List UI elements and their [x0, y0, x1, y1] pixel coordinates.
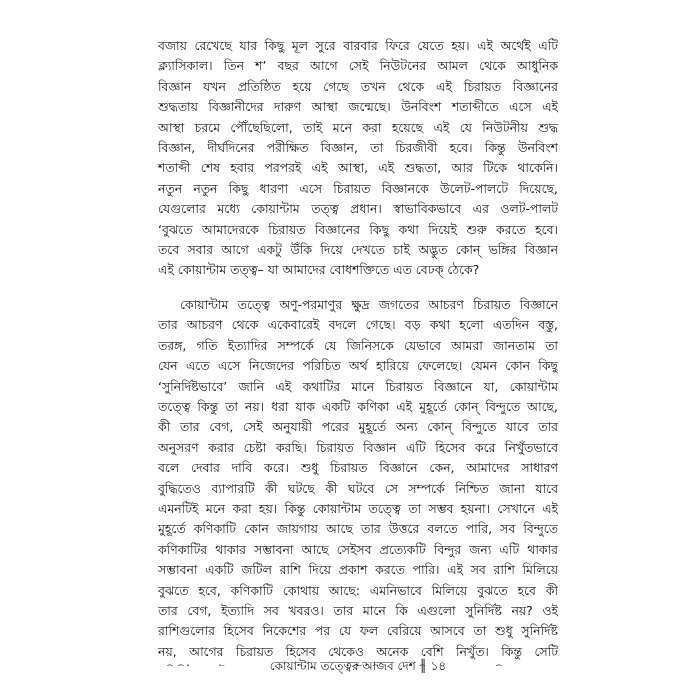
- text-line: কণিকাটির থাকার সম্ভাবনা আছে সেইসব প্রত্যেকটি বিন্দুর জন্য এটি থাকার: [158, 541, 558, 557]
- text-line: যেন এতে এসে নিজেদের পরিচিত অর্থ হারিয়ে ফেলেছে। যেমন কোন কিছু: [158, 358, 558, 374]
- text-line: এমনটিই মনে করা হয়। কিন্তু কোয়ান্টাম তত্ত্বে তা সম্ভব হয়না। সেখানে এই: [158, 500, 558, 516]
- text-line: বজায় রেখেছে যার কিছু মূল সুরে বারবার ফিরে যেতে হয়। এই অর্থেই এটি: [158, 38, 558, 53]
- paragraph-gap: [158, 281, 558, 295]
- text-line: তার বেগ, ইত্যাদি সব খবরও। তার মানে কি এগুলো সুনির্দিষ্ট নয়? ওই: [158, 602, 558, 618]
- text-line: আস্থা চরমে পৌঁছেছিলো, তাই মনে করা হয়েছে এই যে নিউটনীয় শুদ্ধ: [158, 119, 558, 135]
- text-line: তত্ত্বে কিন্তু তা নয়। ধরা যাক একটি কণিকা এই মুহূর্তে কোন্ বিন্দুতে আছে,: [158, 398, 558, 414]
- text-line: শুদ্ধতায় বিজ্ঞানীদের দারুণ আস্থা জন্মেছে। উনবিংশ শতাব্দীতে এসে এই: [158, 99, 558, 115]
- text-line: বিজ্ঞান যখন প্রতিষ্ঠিত হয়ে গেছে তখন থেকে এই চিরায়ত বিজ্ঞানের: [158, 78, 558, 94]
- text-line: শতাব্দী শেষ হবার পরপরই এই আস্থা, এই শুদ্ধতা, আর টিকে থাকেনি।: [158, 160, 558, 176]
- text-line: যেগুলোর মধ্যে কোয়ান্টাম তত্ত্ব প্রধান। স্বাভাবিকভাবে এর ওলট-পালট: [158, 201, 558, 217]
- text-line: বিজ্ঞান, দীর্ঘদিনের পরীক্ষিত বিজ্ঞান, তা চিরজীবী হবে। কিন্তু উনবিংশ: [158, 140, 558, 156]
- text-line: ‘সুনির্দিষ্টভাবে’ জানি এই কথাটির মানে চিরায়ত বিজ্ঞানে যা, কোয়ান্টাম: [158, 378, 558, 394]
- page-footer: কোয়ান্টাম তত্ত্বের আজব দেশ ║ ১৪: [269, 659, 447, 673]
- text-line: বুঝতে হবে, কণিকাটি কোথায় আছে: এমনিভাবে মিলিয়ে বুঝতে হবে কী: [158, 582, 558, 598]
- text-line: সম্ভাবনা একটি জটিল রাশি দিয়ে প্রকাশ করতে পারি। এই সব রাশি মিলিয়ে: [158, 562, 558, 578]
- text-line: তবে সবার আগে একটু উঁকি দিয়ে দেখতে চাই অদ্ভুত কোন্ ভঙ্গির বিজ্ঞান: [158, 242, 558, 258]
- text-line: নতুন নতুন কিছু ধারণা এসে চিরায়ত বিজ্ঞানকে উলেট-পালটে দিয়েছে,: [158, 180, 558, 196]
- text-line: কী তার বেগ, সেই অনুযায়ী পরের মুহূর্তে অন্য কোন্ বিন্দুতে যাবে তার: [158, 419, 558, 435]
- text-line: তার আচরণ থেকে একেবারেই বদলে গেছে। বড় কথা হলো এতদিন বস্তু,: [158, 317, 558, 333]
- text-line: ক্ল্যাসিকাল। তিন শ’ বছর আগে সেই নিউটনের আমল থেকে আধুনিক: [158, 58, 558, 74]
- text-line: বলে দেবার দাবি করে। শুধু চিরায়ত বিজ্ঞানে কেন, আমাদের সাধারণ: [158, 460, 558, 476]
- text-line: বুদ্ধিতেও ব্যাপারটি কী ঘটছে কী ঘটবে সে সম্পর্কে নিশ্চিত জানা যাবে: [158, 480, 558, 496]
- paragraph-1: [158, 36, 558, 281]
- text-line: অনুসরণ করার চেষ্টা করছি। চিরায়ত বিজ্ঞান এটি হিসেব করে নিখুঁতভাবে: [158, 439, 558, 455]
- text-line: মুহূর্তে কণিকাটি কোন জায়গায় আছে তার উত্তরে বলতে পারি, সব বিন্দুতে: [158, 521, 558, 537]
- text-line: রাশিগুলোর হিসেব নিকেশের পর যে ফল বেরিয়ে আসবে তা শুধু সুনির্দিষ্ট: [158, 623, 558, 639]
- text-line: তরঙ্গ, গতি ইত্যাদির সম্পর্কে যে জিনিসকে যেভাবে আমরা জানতাম তা: [158, 337, 558, 353]
- text-line: ‘বুঝতে আমাদেরকে চিরায়ত বিজ্ঞানের কিছু কথা দিয়েই শুরু করতে হবে।: [158, 221, 558, 237]
- text-line: এই কোয়ান্টাম তত্ত্ব– যা আমাদের বোধশক্তিতে এত বেঢক্ ঠেকে?: [158, 262, 480, 278]
- page-body: [158, 36, 558, 666]
- paragraph-2: [158, 295, 558, 666]
- text-line: নয়, আগের চিরায়ত হিসেব থেকেও অনেক বেশি নিখুঁত। কিন্তু সেটি: [158, 643, 558, 659]
- text-line: কোয়ান্টাম তত্ত্বে অণু-পরমাণুর ক্ষুদ্র জগতের আচরণ চিরায়ত বিজ্ঞানে: [180, 296, 558, 312]
